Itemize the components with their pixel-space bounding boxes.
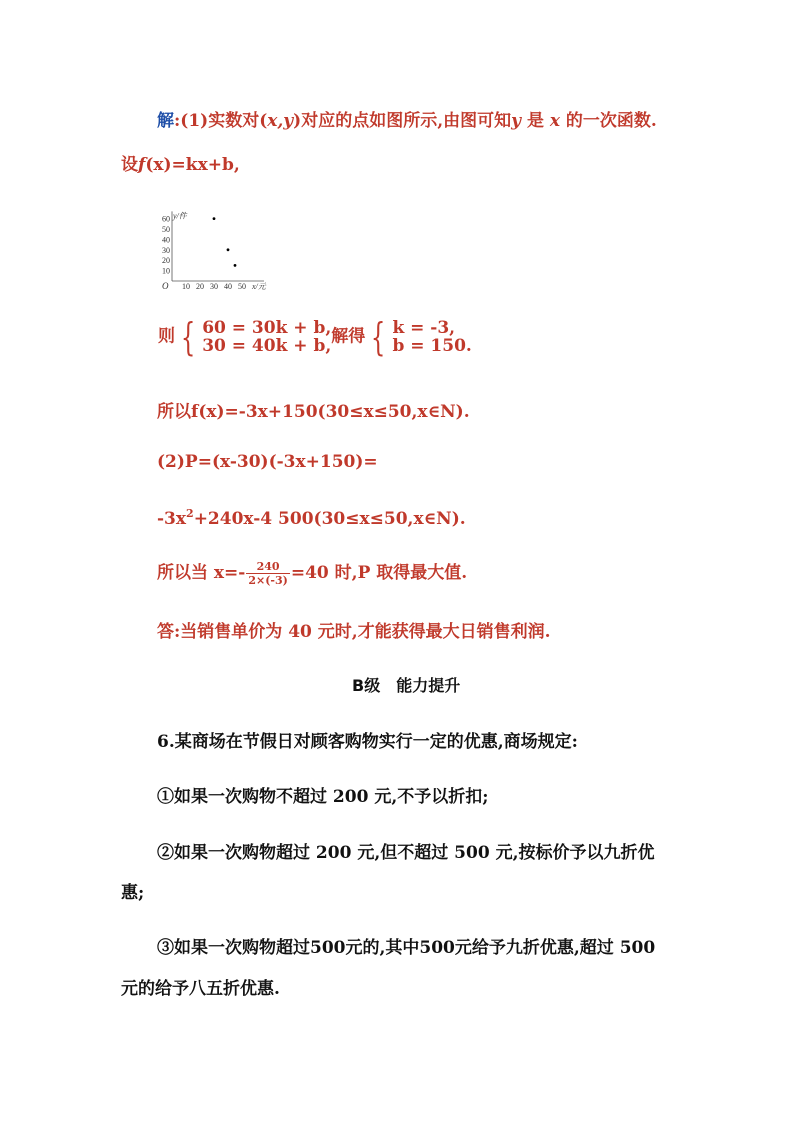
problem6-line-5: ③如果一次购物超过500元的,其中500元给予九折优惠,超过 500 bbox=[157, 938, 656, 958]
part2-line: (2)P=(x-30)(-3x+150)= bbox=[157, 452, 378, 472]
scatter-chart bbox=[150, 196, 280, 296]
problem6-line-3: ②如果一次购物超过 200 元,但不超过 500 元,按标价予以九折优 bbox=[157, 843, 655, 863]
problem6-line-4: 惠; bbox=[121, 883, 145, 903]
expanded-line: $-3x^2+240x-4$ 500(30≤x≤50,x∈N). bbox=[157, 507, 466, 529]
system-line: 则 { 60 = 30k + b, 30 = 40k + b, 解得 { k = -3, b = 150. bbox=[158, 315, 472, 359]
problem6-line-6: 元的给予八五折优惠. bbox=[121, 979, 280, 999]
y-tick-label: 30 bbox=[162, 245, 170, 255]
system-eq-2: 30 = 40k + b, bbox=[202, 336, 332, 356]
solution-intro-line: 解:(1)实数对(x,y)对应的点如图所示,由图可知y 是 x 的一次函数. bbox=[157, 111, 657, 131]
origin-label: O bbox=[162, 281, 169, 291]
x-tick-label: 50 bbox=[238, 282, 246, 291]
solution-set-line: 设f(x)=kx+b, bbox=[121, 155, 240, 175]
data-point bbox=[234, 264, 237, 267]
solution-system: { k = -3, b = 150. bbox=[371, 315, 472, 359]
problem6-line-2: ①如果一次购物不超过 200 元,不予以折扣; bbox=[157, 787, 489, 807]
solve-eq-2: b = 150. bbox=[392, 336, 472, 356]
y-axis-label: y/件 bbox=[173, 211, 187, 221]
fraction: $\frac{240}{2\times(-3)}$ bbox=[248, 560, 288, 587]
y-tick-label: 50 bbox=[162, 225, 170, 234]
x-tick-label: 40 bbox=[224, 282, 232, 291]
y-tick-label: 40 bbox=[162, 235, 170, 245]
y-tick-label: 10 bbox=[162, 266, 170, 276]
x-tick-label: 20 bbox=[196, 282, 204, 291]
solve-eq-1: k = -3, bbox=[392, 318, 456, 338]
x-tick-label: 10 bbox=[182, 282, 190, 291]
equation-system: { 60 = 30k + b, 30 = 40k + b, bbox=[180, 315, 332, 359]
data-point bbox=[213, 217, 216, 220]
section-heading: B级 能力提升 bbox=[352, 676, 461, 695]
solution-label: 解 bbox=[157, 111, 174, 131]
x-tick-label: 30 bbox=[210, 282, 218, 291]
x-axis-label: x/元 bbox=[252, 282, 266, 291]
data-point bbox=[227, 248, 230, 251]
maximum-line: 所以当 x=- $\frac{240}{2\times(-3)}$ =40 时,P 取得最大值. bbox=[157, 560, 468, 587]
y-tick-label: 20 bbox=[162, 256, 170, 266]
problem6-line-1: 6.某商场在节假日对顾客购物实行一定的优惠,商场规定: bbox=[157, 732, 578, 752]
y-tick-label: 60 bbox=[162, 214, 170, 224]
system-eq-1: 60 = 30k + b, bbox=[202, 318, 332, 338]
function-result-line: 所以f(x)=-3x+150(30≤x≤50,x∈N). bbox=[157, 402, 470, 422]
answer-line: 答:当销售单价为 40 元时,才能获得最大日销售利润. bbox=[157, 622, 551, 642]
